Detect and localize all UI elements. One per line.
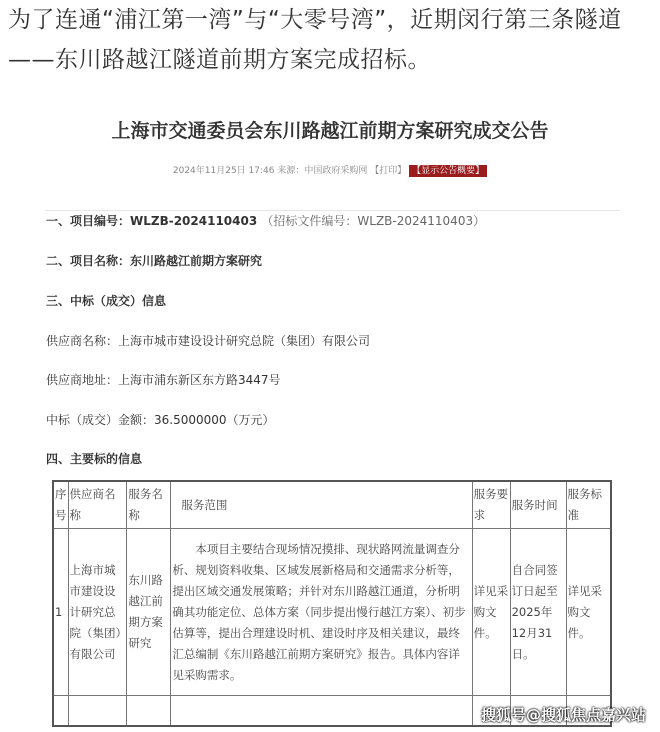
project-number-label: 一、项目编号：WLZB-2024110403 <box>46 214 258 228</box>
tender-number: （招标文件编号：WLZB-2024110403） <box>261 214 486 228</box>
project-name: 二、项目名称：东川路越江前期方案研究 <box>46 254 263 268</box>
project-number <box>46 212 485 229</box>
table-row <box>53 529 611 696</box>
cell-standard: 详见采购文件。 <box>566 529 611 696</box>
cell-service-name: 东川路越江前期方案研究 <box>127 529 171 696</box>
cell-service-time: 自合同签订日起至2025年12月31日。 <box>510 529 566 696</box>
notice-title: 上海市交通委员会东川路越江前期方案研究成交公告 <box>111 120 549 142</box>
divider <box>45 210 620 211</box>
header-cell: 服务标准 <box>566 481 611 529</box>
cell-requirement: 详见采购文件。 <box>472 529 510 696</box>
header-cell: 序号 <box>53 481 68 529</box>
header-cell: 服务名称 <box>127 481 171 529</box>
intro-text: 为了连通“浦江第一湾”与“大零号湾”，近期闵行第三条隧道——东川路越江隧道前期方案完成招标。 <box>8 7 622 73</box>
items-table <box>52 480 612 727</box>
cell-supplier: 上海市城市建设设计研究总院（集团）有限公司 <box>68 529 127 696</box>
cell-index: 1 <box>53 529 68 696</box>
meta-text: 2024年11月25日 17:46 来源：中国政府采购网 【打印】 <box>172 166 407 176</box>
header-cell: 供应商名称 <box>68 481 127 529</box>
show-summary-button[interactable]: 【显示公告概要】 <box>409 165 487 177</box>
watermark: 搜狐号@搜狐焦点嘉兴站 <box>480 706 646 724</box>
header-cell: 服务范围 <box>171 481 472 529</box>
award-amount: 中标（成交）金额：36.5000000（万元） <box>46 413 275 427</box>
table-header-row <box>53 481 611 529</box>
supplier-name: 供应商名称：上海市城市建设设计研究总院（集团）有限公司 <box>46 334 371 348</box>
cell-service-scope: 本项目主要结合现场情况摸排、现状路网流量调查分析、规划资料收集、区域发展新格局和交通需求分析等，提出区域交通发展策略；并针对东川路越江通道，分析明确其功能定位、总体方案（同步提出慢行越江方案）、初步估算等，提出合理建设时机、建设时序及相关建议，最终汇总编制《东川路越江前期方案研究》报告。具体内容详见采购需求。 <box>171 529 472 696</box>
section-main-items: 四、主要标的信息 <box>46 452 143 466</box>
header-cell: 服务时间 <box>510 481 566 529</box>
notice-meta <box>0 163 660 176</box>
supplier-address: 供应商地址：上海市浦东新区东方路3447号 <box>46 373 281 387</box>
header-cell: 服务要求 <box>472 481 510 529</box>
section-award-info: 三、中标（成交）信息 <box>46 294 167 308</box>
